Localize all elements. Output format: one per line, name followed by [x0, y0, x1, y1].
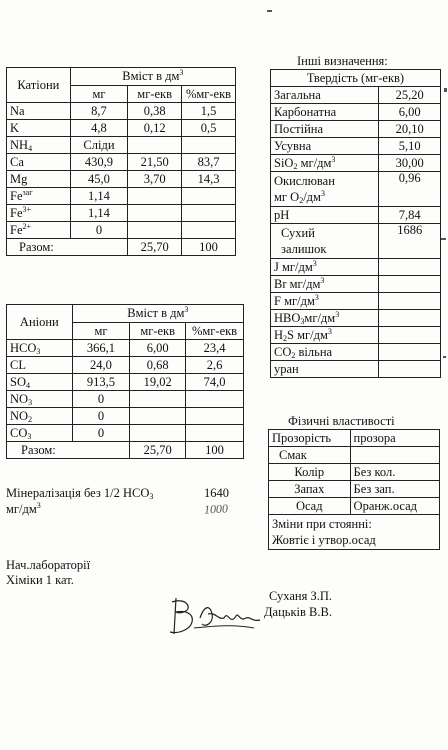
- anion-ion: $NO_2$: [7, 408, 73, 425]
- cation-mgekv: [128, 188, 182, 205]
- ph-label: pH: [271, 207, 379, 224]
- cation-ion: $Fe^{3+}$: [7, 205, 71, 222]
- cation-mg: 4,8: [70, 120, 128, 137]
- cations-header-ion: Катіони: [7, 68, 71, 103]
- mineralization-unit: $мг/дм^3$: [6, 501, 41, 516]
- hardness-value: 6,00: [379, 104, 441, 121]
- physical-title: Фізичні властивості: [288, 414, 395, 428]
- cation-pct: [182, 205, 236, 222]
- cations-col-pct: %мг-екв: [182, 85, 236, 103]
- scan-mark: [267, 10, 272, 12]
- signatory-2: Дацьків В.В.: [264, 605, 332, 619]
- cation-pct: 83,7: [182, 154, 236, 171]
- hardness-row: [271, 104, 441, 121]
- anion-pct: [186, 408, 244, 425]
- anions-col-pct: %мг-екв: [186, 322, 244, 340]
- color-label: Колір: [269, 464, 351, 481]
- anion-ion: $HCO_3$: [7, 340, 73, 357]
- anion-pct: [186, 391, 244, 408]
- hbo3-label: $HBO_3мг/дм^3$: [271, 310, 379, 327]
- anion-ion: $CO_3$: [7, 425, 73, 442]
- anion-mgekv: [130, 425, 186, 442]
- scan-mark: [444, 88, 447, 92]
- changes-on-standing: Зміни при стоянні: Жовтіє і утвор.осад: [269, 515, 440, 550]
- chemist-title: Хіміки 1 кат.: [6, 573, 74, 587]
- cation-ion: Mg: [7, 171, 71, 188]
- anion-mgekv: [130, 408, 186, 425]
- cations-total-label: Разом:: [7, 239, 128, 256]
- cation-row: [7, 188, 236, 205]
- cation-mgekv: [128, 222, 182, 239]
- anions-header-content: Вміст в $дм^3$: [72, 305, 243, 323]
- anion-pct: 2,6: [186, 357, 244, 374]
- cation-mgekv: 0,12: [128, 120, 182, 137]
- cation-ion: $Fe^{2+}$: [7, 222, 71, 239]
- hardness-header: Твердість (мг-екв): [271, 70, 441, 87]
- h2s-label: $H_2S$ $мг/дм^3$: [271, 327, 379, 344]
- anion-row: [7, 391, 244, 408]
- anion-row: [7, 425, 244, 442]
- anion-row: [7, 357, 244, 374]
- sio2-value: 30,00: [379, 155, 441, 172]
- cation-mgekv: [128, 205, 182, 222]
- bromine-value: [379, 276, 441, 293]
- hardness-label: Усувна: [271, 138, 379, 155]
- anion-ion: $SO_4$: [7, 374, 73, 391]
- anion-ion: $NO_3$: [7, 391, 73, 408]
- cation-mgekv: 3,70: [128, 171, 182, 188]
- uranium-value: [379, 361, 441, 378]
- cation-row: [7, 120, 236, 137]
- cation-pct: 1,5: [182, 103, 236, 120]
- handwritten-note: 1000: [203, 501, 229, 517]
- cation-ion: $Fe^{заг}$: [7, 188, 71, 205]
- anions-header-ion: Аніони: [7, 305, 73, 340]
- cations-col-mgekv: мг-екв: [128, 85, 182, 103]
- h2s-value: [379, 327, 441, 344]
- cation-mg: 430,9: [70, 154, 128, 171]
- anions-col-mgekv: мг-екв: [130, 322, 186, 340]
- anion-row: [7, 408, 244, 425]
- sediment-value: Оранж.осад: [350, 498, 439, 515]
- other-title: Інші визначення:: [297, 54, 388, 68]
- cation-pct: [182, 188, 236, 205]
- cation-mg: 1,14: [70, 188, 128, 205]
- anion-mg: 366,1: [72, 340, 130, 357]
- cations-col-mg: мг: [70, 85, 128, 103]
- taste-value: [350, 447, 439, 464]
- anions-total-mgekv: 25,70: [130, 442, 186, 459]
- cation-ion: K: [7, 120, 71, 137]
- cations-header-content: Вміст в $дм^3$: [70, 68, 235, 86]
- other-table: [270, 69, 441, 378]
- cation-row: [7, 154, 236, 171]
- hardness-value: 5,10: [379, 138, 441, 155]
- signature: [164, 588, 274, 638]
- cation-mg: 8,7: [70, 103, 128, 120]
- cation-mg: 45,0: [70, 171, 128, 188]
- color-value: Без кол.: [350, 464, 439, 481]
- anions-table: [6, 304, 244, 459]
- mineralization-value: 1640: [204, 486, 229, 500]
- cation-ion: Ca: [7, 154, 71, 171]
- co2-value: [379, 344, 441, 361]
- cation-mgekv: [128, 137, 182, 154]
- bromine-label: Br $мг/дм^3$: [271, 276, 379, 293]
- cation-ion: Na: [7, 103, 71, 120]
- uranium-label: уран: [271, 361, 379, 378]
- ph-value: 7,84: [379, 207, 441, 224]
- cation-pct: 14,3: [182, 171, 236, 188]
- cation-pct: [182, 222, 236, 239]
- cation-mg: 1,14: [70, 205, 128, 222]
- fluorine-label: F $мг/дм^3$: [271, 293, 379, 310]
- scan-mark: [443, 356, 446, 358]
- lab-head-title: Нач.лабораторії: [6, 558, 91, 572]
- dry-residue-value: 1686: [379, 224, 441, 259]
- cation-row: [7, 137, 236, 154]
- hardness-value: 25,20: [379, 87, 441, 104]
- anion-pct: 23,4: [186, 340, 244, 357]
- fluorine-value: [379, 293, 441, 310]
- anion-mg: 0: [72, 425, 130, 442]
- cation-mgekv: 0,38: [128, 103, 182, 120]
- anion-mgekv: [130, 391, 186, 408]
- anion-pct: 74,0: [186, 374, 244, 391]
- dry-residue-label: Сухий залишок: [271, 224, 379, 259]
- transparency-value: прозора: [350, 430, 439, 447]
- anion-mg: 0: [72, 408, 130, 425]
- cation-pct: [182, 137, 236, 154]
- iodine-label: J $мг/дм^3$: [271, 259, 379, 276]
- sio2-label: SiO$_2$ $мг/дм^3$: [271, 155, 379, 172]
- anion-mg: 913,5: [72, 374, 130, 391]
- hbo3-value: [379, 310, 441, 327]
- hardness-row: [271, 121, 441, 138]
- anion-mg: 0: [72, 391, 130, 408]
- hardness-label: Постійна: [271, 121, 379, 138]
- hardness-label: Карбонатна: [271, 104, 379, 121]
- hardness-value: 20,10: [379, 121, 441, 138]
- cation-mgekv: 21,50: [128, 154, 182, 171]
- sediment-label: Осад: [269, 498, 351, 515]
- cations-table: [6, 67, 236, 256]
- anions-col-mg: мг: [72, 322, 130, 340]
- anion-mg: 24,0: [72, 357, 130, 374]
- cation-row: [7, 222, 236, 239]
- mineralization-label: Мінералізація без 1/2 $HCO_3$: [6, 486, 154, 501]
- anion-mgekv: 0,68: [130, 357, 186, 374]
- cation-mg: 0: [70, 222, 128, 239]
- physical-table: [268, 429, 440, 550]
- cation-row: [7, 171, 236, 188]
- cations-total-pct: 100: [182, 239, 236, 256]
- anion-row: [7, 374, 244, 391]
- smell-label: Запах: [269, 481, 351, 498]
- co2-label: $CO_2$ вільна: [271, 344, 379, 361]
- anion-pct: [186, 425, 244, 442]
- anions-total-pct: 100: [186, 442, 244, 459]
- taste-label: Смак: [269, 447, 351, 464]
- cations-total-mgekv: 25,70: [128, 239, 182, 256]
- anion-mgekv: 6,00: [130, 340, 186, 357]
- anions-total-label: Разом:: [7, 442, 130, 459]
- oxidability-value: 0,96: [379, 172, 441, 207]
- cation-row: [7, 205, 236, 222]
- cation-pct: 0,5: [182, 120, 236, 137]
- anion-mgekv: 19,02: [130, 374, 186, 391]
- signatory-1: Суханя З.П.: [269, 589, 333, 603]
- cation-ion: $NH_4$: [7, 137, 71, 154]
- anion-row: [7, 340, 244, 357]
- hardness-label: Загальна: [271, 87, 379, 104]
- anion-ion: CL: [7, 357, 73, 374]
- oxidability-label: Окислюван мг $O_2/дм^3$: [271, 172, 379, 207]
- smell-value: Без зап.: [350, 481, 439, 498]
- transparency-label: Прозорість: [269, 430, 351, 447]
- cation-mg: Сліди: [70, 137, 128, 154]
- cation-row: [7, 103, 236, 120]
- iodine-value: [379, 259, 441, 276]
- hardness-row: [271, 138, 441, 155]
- hardness-row: [271, 87, 441, 104]
